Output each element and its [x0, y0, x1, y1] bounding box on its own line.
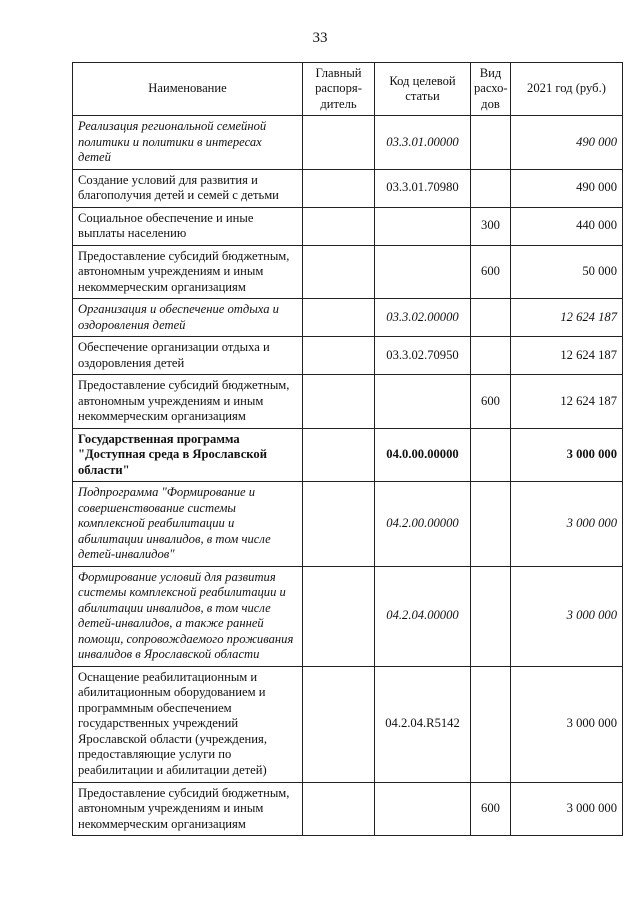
cell-expense-type [471, 337, 511, 375]
table-row [73, 245, 623, 299]
cell-expense-type [471, 116, 511, 170]
cell-name: Предоставление субсидий бюджетным, автономным учреждениям и иным некоммерческим организациям [73, 245, 303, 299]
cell-name: Формирование условий для развития системы комплексной реабилитации и абилитации инвалидов, в том числе детей-инвалидов, а также ранней помощи, сопровождаемого проживания инвалидов в Ярославской области [73, 566, 303, 666]
cell-amount: 3 000 000 [511, 666, 623, 782]
cell-code: 03.3.01.00000 [375, 116, 471, 170]
table-row [73, 337, 623, 375]
cell-name: Социальное обеспечение и иные выплаты населению [73, 207, 303, 245]
cell-code: 03.3.01.70980 [375, 169, 471, 207]
cell-name: Оснащение реабилитационным и абилитационным оборудованием и программным обеспечением государственных учреждений Ярославской области (учреждения, предоставляющие услуги по реабилитации и абилитации детей) [73, 666, 303, 782]
cell-expense-type [471, 428, 511, 482]
cell-admin [303, 207, 375, 245]
cell-admin [303, 245, 375, 299]
cell-amount: 12 624 187 [511, 375, 623, 429]
cell-expense-type [471, 299, 511, 337]
cell-amount: 490 000 [511, 169, 623, 207]
cell-expense-type [471, 482, 511, 567]
cell-amount: 3 000 000 [511, 482, 623, 567]
cell-expense-type [471, 566, 511, 666]
table-row [73, 666, 623, 782]
cell-name: Создание условий для развития и благополучия детей и семей с детьми [73, 169, 303, 207]
table-row [73, 169, 623, 207]
cell-name: Реализация региональной семейной политики и политики в интересах детей [73, 116, 303, 170]
table-row [73, 116, 623, 170]
cell-expense-type: 600 [471, 245, 511, 299]
cell-admin [303, 337, 375, 375]
cell-name: Предоставление субсидий бюджетным, автономным учреждениям и иным некоммерческим организациям [73, 782, 303, 836]
cell-admin [303, 666, 375, 782]
header-code: Код целевой статьи [375, 63, 471, 116]
cell-expense-type: 300 [471, 207, 511, 245]
cell-code: 04.0.00.00000 [375, 428, 471, 482]
cell-code: 03.3.02.70950 [375, 337, 471, 375]
cell-amount: 50 000 [511, 245, 623, 299]
cell-admin [303, 375, 375, 429]
cell-admin [303, 299, 375, 337]
cell-amount: 3 000 000 [511, 566, 623, 666]
header-name: Наименование [73, 63, 303, 116]
cell-expense-type: 600 [471, 375, 511, 429]
table-row [73, 566, 623, 666]
cell-admin [303, 566, 375, 666]
cell-amount: 490 000 [511, 116, 623, 170]
table-row [73, 207, 623, 245]
cell-amount: 12 624 187 [511, 337, 623, 375]
table-row [73, 482, 623, 567]
cell-code: 03.3.02.00000 [375, 299, 471, 337]
cell-name: Организация и обеспечение отдыха и оздоровления детей [73, 299, 303, 337]
cell-expense-type [471, 666, 511, 782]
cell-admin [303, 116, 375, 170]
cell-amount: 440 000 [511, 207, 623, 245]
cell-admin [303, 428, 375, 482]
table-row [73, 299, 623, 337]
budget-table [72, 62, 623, 836]
cell-amount: 12 624 187 [511, 299, 623, 337]
cell-code [375, 782, 471, 836]
cell-expense-type [471, 169, 511, 207]
cell-code: 04.2.00.00000 [375, 482, 471, 567]
cell-expense-type: 600 [471, 782, 511, 836]
cell-admin [303, 169, 375, 207]
header-amount: 2021 год (руб.) [511, 63, 623, 116]
table-header-row [73, 63, 623, 116]
cell-code [375, 207, 471, 245]
cell-name: Предоставление субсидий бюджетным, автономным учреждениям и иным некоммерческим организациям [73, 375, 303, 429]
table-body [73, 116, 623, 836]
cell-code [375, 375, 471, 429]
cell-amount: 3 000 000 [511, 782, 623, 836]
table-row [73, 375, 623, 429]
cell-admin [303, 782, 375, 836]
cell-code [375, 245, 471, 299]
cell-name: Обеспечение организации отдыха и оздоровления детей [73, 337, 303, 375]
table-row [73, 428, 623, 482]
table-row [73, 782, 623, 836]
page-number: 33 [312, 30, 328, 46]
cell-name: Подпрограмма "Формирование и совершенствование системы комплексной реабилитации и абилитации инвалидов, в том числе детей-инвалидов" [73, 482, 303, 567]
cell-amount: 3 000 000 [511, 428, 623, 482]
header-admin: Главный распоря-дитель [303, 63, 375, 116]
cell-code: 04.2.04.R5142 [375, 666, 471, 782]
header-expense-type: Вид расхо-дов [471, 63, 511, 116]
cell-name: Государственная программа "Доступная среда в Ярославской области" [73, 428, 303, 482]
cell-admin [303, 482, 375, 567]
cell-code: 04.2.04.00000 [375, 566, 471, 666]
